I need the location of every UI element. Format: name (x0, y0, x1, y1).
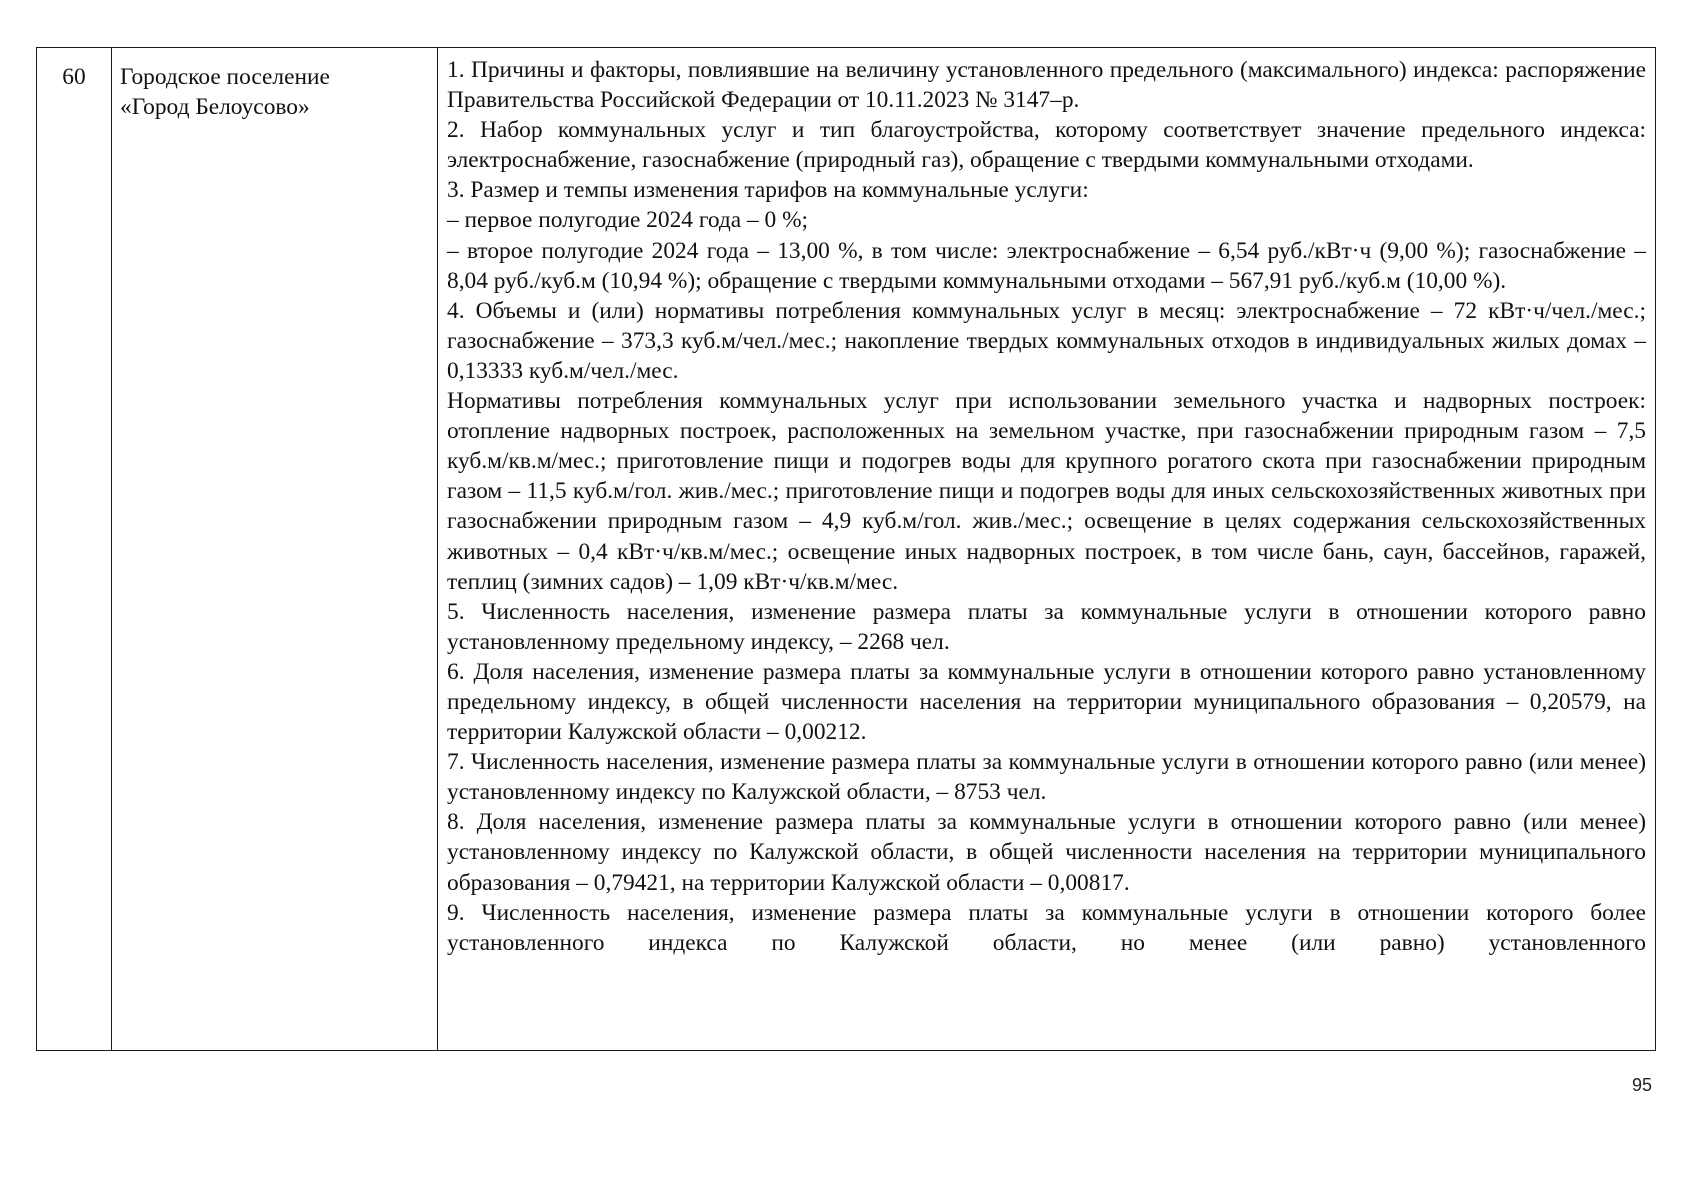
paragraph-consumption-norms: 4. Объемы и (или) нормативы потребления коммунальных услуг в месяц: электроснабжение – 72 кВт·ч/чел./мес.; газоснабжение – 373,3 куб.м/чел./мес.; накопление твердых коммунальных отходов в индивидуальных жилых домах – 0,13333 куб.м/чел./мес. (447, 297, 1646, 384)
content-cell (438, 48, 1656, 1051)
row-number-cell (37, 48, 112, 1051)
paragraph-share-equal: 6. Доля населения, изменение размера платы за коммунальные услуги в отношении которого равно установленному предельному индексу, в общей численности населения на территории муниципального образования – 0,20579, на территории Калужской области – 0,00212. (447, 658, 1646, 746)
row-number: 60 (62, 64, 86, 90)
paragraph-share-less: 8. Доля населения, изменение размера платы за коммунальные услуги в отношении которого равно (или менее) установленному индексу по Калужской области, в общей численности населения на территории муниципального образования – 0,79421, на территории Калужской области – 0,00817. (447, 809, 1646, 896)
paragraph-population-equal: 5. Численность населения, изменение размера платы за коммунальные услуги в отношении которого равно установленному предельному индексу, – 2268 чел. (447, 598, 1646, 655)
paragraph-population-less: 7. Численность населения, изменение размера платы за коммунальные услуги в отношении которого равно (или менее) установленному индексу по Калужской области, – 8753 чел. (447, 749, 1646, 806)
document-table (36, 47, 1656, 1051)
paragraph-second-half: – второе полугодие 2024 года – 13,00 %, в том числе: электроснабжение – 6,54 руб./кВт·ч (9,00 %); газоснабжение – 8,04 руб./куб.м (10,94 %); обращение с твердыми коммунальными отходами – 567,91 руб./куб.м (10,00 %). (447, 237, 1646, 294)
municipality-name: «Город Белоусово» (120, 94, 310, 121)
paragraph-tariffs-heading: 3. Размер и темпы изменения тарифов на коммунальные услуги: (447, 177, 1089, 204)
paragraph-population-more: 9. Численность населения, изменение размера платы за коммунальные услуги в отношении которого более установленного индекса по Калужской области, но менее (или равно) установленного (447, 899, 1646, 956)
table-row (37, 48, 1656, 1051)
paragraph-first-half: – первое полугодие 2024 года – 0 %; (447, 207, 809, 234)
page-number: 95 (1631, 1075, 1652, 1095)
paragraph-land-norms: Нормативы потребления коммунальных услуг при использовании земельного участка и надворных построек: отопление надворных построек, расположенных на земельном участке, при газоснабжении природным газом – 7,5 куб.м/кв.м/мес.; приготовление пищи и подогрев воды для крупного рогатого скота при газоснабжении природным газом – 11,5 куб.м/гол. жив./мес.; приготовление пищи и подогрев воды для иных сельскохозяйственных животных при газоснабжении природным газом – 4,9 куб.м/гол. жив./мес.; освещение в целях содержания сельскохозяйственных животных – 0,4 кВт·ч/кв.м/мес.; освещение иных надворных построек, в том числе бань, саун, бассейнов, гаражей, теплиц (зимних садов) – 1,09 кВт·ч/кв.м/мес. (447, 388, 1646, 595)
municipality-name-cell (112, 48, 438, 1051)
municipality-type: Городское поселение (120, 64, 330, 90)
paragraph-services-set: 2. Набор коммунальных услуг и тип благоустройства, которому соответствует значение предельного индекса: электроснабжение, газоснабжение (природный газ), обращение с твердыми коммунальными отходами. (447, 117, 1646, 174)
paragraph-reasons: 1. Причины и факторы, повлиявшие на величину установленного предельного (максимального) индекса: распоряжение Правительства Российской Федерации от 10.11.2023 № 3147–р. (447, 57, 1646, 114)
